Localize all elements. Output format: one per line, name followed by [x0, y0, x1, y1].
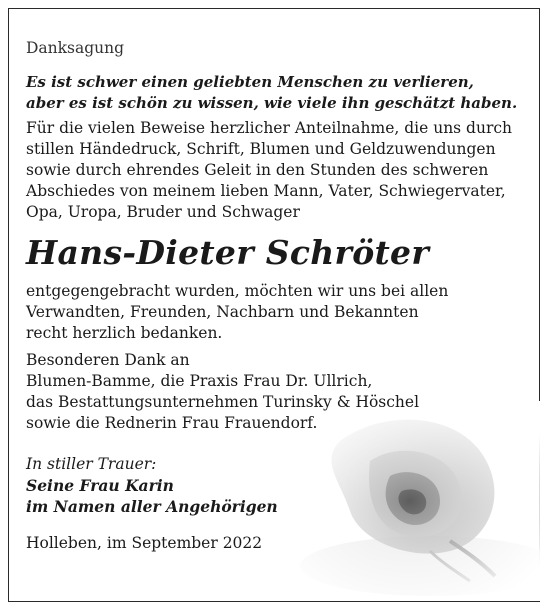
special-thanks	[26, 350, 526, 434]
intro-line: Opa, Uropa, Bruder und Schwager	[26, 203, 300, 221]
intro-text	[26, 118, 526, 223]
quote-line: aber es ist schön zu wissen, wie viele ihn geschätzt haben.	[26, 94, 518, 112]
quote	[26, 72, 526, 114]
notice-heading: Danksagung	[26, 39, 125, 57]
after-name-line: Verwandten, Freunden, Nachbarn und Bekannten	[26, 303, 419, 321]
mourners-label: In stiller Trauer:	[26, 455, 157, 473]
special-thanks-line: Blumen-Bamme, die Praxis Frau Dr. Ullrich,	[26, 372, 373, 390]
intro-line: Abschiedes von meinem lieben Mann, Vater, Schwiegervater,	[26, 182, 506, 200]
place-date: Holleben, im September 2022	[26, 534, 263, 552]
mourners-line: im Namen aller Angehörigen	[26, 497, 278, 516]
special-thanks-line: sowie die Rednerin Frau Frauendorf.	[26, 414, 318, 432]
mourners-line: Seine Frau Karin	[26, 476, 174, 495]
intro-line: Für die vielen Beweise herzlicher Anteilnahme, die uns durch	[26, 119, 513, 137]
mourners-block	[26, 454, 526, 517]
special-thanks-line: Besonderen Dank an	[26, 351, 190, 369]
intro-line: sowie durch ehrendes Geleit in den Stunden des schweren	[26, 161, 489, 179]
notice-content	[26, 38, 526, 554]
quote-line: Es ist schwer einen geliebten Menschen zu verlieren,	[26, 73, 474, 91]
after-name-text	[26, 281, 526, 344]
intro-line: stillen Händedruck, Schrift, Blumen und Geldzuwendungen	[26, 140, 496, 158]
special-thanks-line: das Bestattungsunternehmen Turinsky & Höschel	[26, 393, 420, 411]
after-name-line: entgegengebracht wurden, möchten wir uns bei allen	[26, 282, 449, 300]
after-name-line: recht herzlich bedanken.	[26, 324, 223, 342]
deceased-name: Hans-Dieter Schröter	[26, 233, 430, 272]
